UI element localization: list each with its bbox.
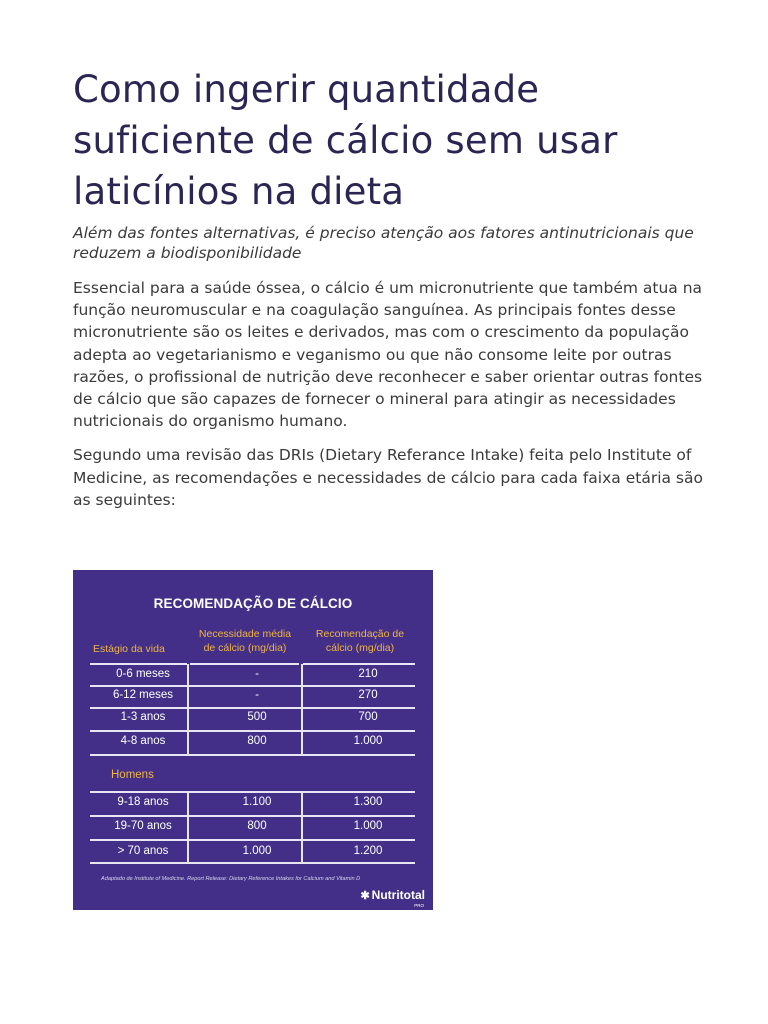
- table-divider: [187, 792, 189, 863]
- article-subtitle: Além das fontes alternativas, é preciso atenção aos fatores antinutricionais que reduzem a biodisponibilidade: [73, 224, 694, 262]
- cell-need: 1.100: [242, 796, 272, 808]
- cell-need: -: [255, 668, 259, 680]
- nutritotal-logo-icon: ✱: [360, 890, 370, 902]
- cell-recommendation: 1.000: [353, 820, 383, 832]
- cell-stage: 19-70 anos: [114, 820, 172, 832]
- cell-recommendation: 700: [358, 711, 378, 723]
- cell-recommendation: 1.300: [353, 796, 383, 808]
- cell-need: -: [255, 689, 259, 701]
- calcium-recommendation-infographic: [73, 570, 433, 910]
- column-header-need: Necessidade média de cálcio (mg/dia): [198, 628, 292, 654]
- cell-stage: > 70 anos: [117, 845, 169, 857]
- cell-recommendation: 1.000: [353, 735, 383, 747]
- table-row: [90, 732, 415, 754]
- article-paragraph: Essencial para a saúde óssea, o cálcio é um micronutriente que também atua na função neuromuscular e na coagulação sanguínea. As principais fontes desse micronutriente são os leites e derivados, mas com o crescimento da população adepta ao vegetarianismo e veganismo ou que não consome leite por outras razões, o profissional de nutrição deve reconhecer e saber orientar outras fontes de cálcio que são capazes de fornecer o mineral para atingir as necessidades nutricionais do organismo humano.: [73, 279, 703, 431]
- cell-stage: 0-6 meses: [116, 668, 170, 680]
- column-header-recommendation: Recomendação de cálcio (mg/dia): [315, 628, 405, 654]
- table-row: [90, 708, 415, 730]
- source-note: Adaptado de Institute of Medicine. Report Release: Dietary Reference Intakes for Calcium and Vitamin D: [101, 876, 361, 882]
- cell-need: 500: [247, 711, 267, 723]
- table-row: [90, 686, 415, 708]
- table-row: [90, 665, 415, 687]
- cell-recommendation: 270: [358, 689, 378, 701]
- cell-need: 800: [247, 820, 267, 832]
- cell-stage: 9-18 anos: [117, 796, 169, 808]
- column-header-stage: Estágio da vida: [93, 643, 165, 655]
- table-divider: [90, 862, 415, 864]
- cell-stage: 1-3 anos: [120, 711, 166, 723]
- table-divider: [301, 792, 303, 863]
- brand-logo: [360, 888, 425, 902]
- brand-sub: PRO: [414, 903, 424, 908]
- cell-need: 1.000: [242, 845, 272, 857]
- table-divider: [301, 664, 303, 755]
- article: [73, 64, 703, 511]
- table-row: [90, 842, 415, 864]
- table-row: [90, 793, 415, 815]
- cell-stage: 6-12 meses: [112, 689, 174, 701]
- article-title: Como ingerir quantidade suficiente de cálcio sem usar laticínios na dieta: [73, 68, 618, 213]
- group-label-men: Homens: [111, 769, 154, 781]
- brand-name: Nutritotal: [371, 888, 425, 902]
- table-divider: [90, 839, 415, 841]
- cell-recommendation: 1.200: [353, 845, 383, 857]
- article-paragraph: Segundo uma revisão das DRIs (Dietary Referance Intake) feita pelo Institute of Medicine, as recomendações e necessidades de cálcio para cada faixa etária são as seguintes:: [73, 446, 703, 509]
- table-divider: [90, 754, 415, 756]
- cell-need: 800: [247, 735, 267, 747]
- table-row: [90, 817, 415, 839]
- cell-recommendation: 210: [358, 668, 378, 680]
- cell-stage: 4-8 anos: [120, 735, 166, 747]
- infographic-title: RECOMENDAÇÃO DE CÁLCIO: [153, 596, 353, 611]
- table-divider: [187, 664, 189, 755]
